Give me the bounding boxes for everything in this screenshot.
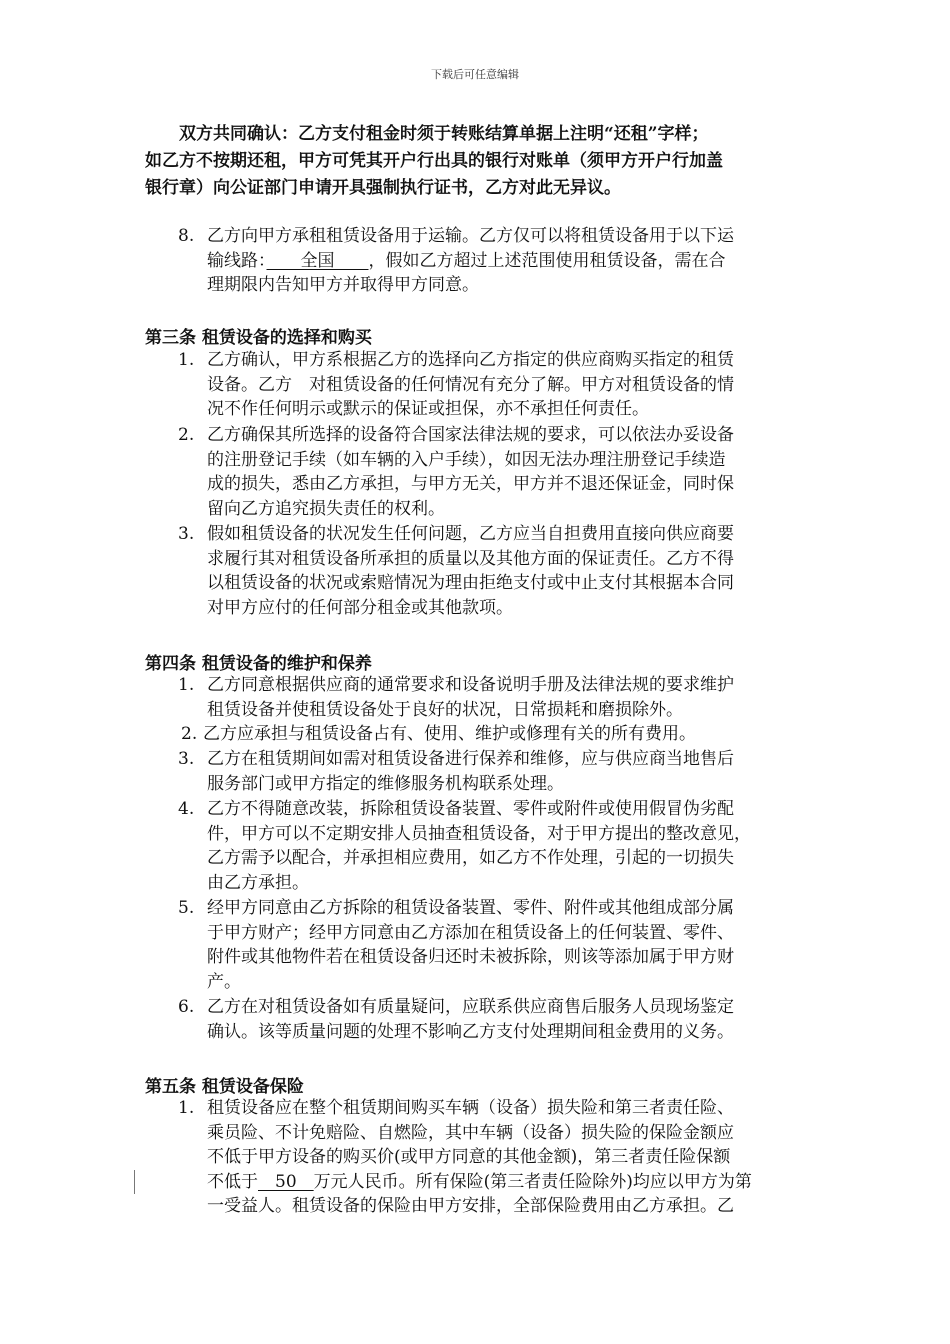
item-line: 于甲方财产；经甲方同意由乙方添加在租赁设备上的任何装置、零件、 — [207, 922, 734, 943]
item-line: 乙方在租赁期间如需对租赁设备进行保养和维修，应与供应商当地售后 — [207, 749, 734, 769]
amount-blank: 50 — [258, 1171, 314, 1192]
item-line: 乘员险、不计免赔险、自燃险，其中车辆（设备）损失险的保险金额应 — [207, 1122, 734, 1143]
item-line: 的注册登记手续（如车辆的入户手续），如因无法办理注册登记手续造 — [207, 449, 726, 470]
item-line: 附件或其他物件若在租赁设备归还时未被拆除，则该等添加属于甲方财 — [207, 947, 734, 967]
confirm-line: 双方共同确认：乙方支付租金时须于转账结算单据上注明“还租”字样； — [145, 124, 709, 144]
item-line: 求履行其对租赁设备所承担的质量以及其他方面的保证责任。乙方不得 — [207, 548, 734, 569]
section-5-title: 第五条 租赁设备保险 — [145, 1077, 304, 1097]
confirm-line: 银行章）向公证部门申请开具强制执行证书，乙方对此无异议。 — [145, 178, 621, 198]
item-line: 租赁设备应在整个租赁期间购买车辆（设备）损失险和第三者责任险、 — [207, 1098, 734, 1118]
item-line: 乙方确保其所选择的设备符合国家法律法规的要求，可以依法办妥设备 — [207, 425, 734, 445]
item-line: 乙方在对租赁设备如有质量疑问，应联系供应商售后服务人员现场鉴定 — [207, 997, 734, 1017]
item-line: 设备。乙方 对租赁设备的任何情况有充分了解。甲方对租赁设备的情 — [207, 374, 734, 395]
item-line: 乙方不得随意改装，拆除租赁设备装置、零件或附件或使用假冒伪劣配 — [207, 799, 734, 819]
item-line: 确认。该等质量问题的处理不影响乙方支付处理期间租金费用的义务。 — [207, 1021, 734, 1042]
item-line: 对甲方应付的任何部分租金或其他款项。 — [207, 597, 513, 618]
item-line: 以租赁设备的状况或索赔情况为理由拒绝支付或中止支付其根据本合同 — [207, 573, 734, 593]
item-line: 由乙方承担。 — [207, 872, 309, 893]
item-line: 乙方应承担与租赁设备占有、使用、维护或修理有关的所有费用。 — [203, 724, 696, 744]
item-number: 2. — [178, 425, 195, 445]
item-line: 乙方需予以配合，并承担相应费用，如乙方不作处理，引起的一切损失 — [207, 848, 734, 868]
item-line: 理期限内告知甲方并取得甲方同意。 — [207, 275, 479, 295]
item-line: 不低于甲方设备的购买价(或甲方同意的其他金额)，第三者责任险保额 — [207, 1147, 731, 1167]
item-number: 1. — [178, 675, 195, 695]
confirm-line: 如乙方不按期还租，甲方可凭其开户行出具的银行对账单（须甲方开户行加盖 — [145, 151, 723, 171]
change-bar — [134, 1170, 135, 1194]
item-number: 2. — [181, 724, 198, 744]
item-line: 经甲方同意由乙方拆除的租赁设备装置、零件、附件或其他组成部分属 — [207, 898, 734, 918]
item-number: 1. — [178, 350, 195, 370]
item-line: 成的损失，悉由乙方承担，与甲方无关，甲方并不退还保证金，同时保 — [207, 474, 734, 494]
section-3-title: 第三条 租赁设备的选择和购买 — [145, 328, 372, 348]
item-number: 5. — [178, 898, 195, 918]
item-line: 况不作任何明示或默示的保证或担保，亦不承担任何责任。 — [207, 399, 649, 419]
item-line: 输线路： 全国 ，假如乙方超过上述范围使用租赁设备，需在合 — [207, 250, 726, 271]
item-line: 乙方向甲方承租租赁设备用于运输。乙方仅可以将租赁设备用于以下运 — [207, 226, 734, 246]
item-number: 4. — [178, 799, 195, 819]
item-number: 3. — [178, 749, 195, 769]
item-number: 6. — [178, 997, 195, 1017]
item-line: 一受益人。租赁设备的保险由甲方安排，全部保险费用由乙方承担。乙 — [207, 1196, 734, 1216]
item-line: 租赁设备并使租赁设备处于良好的状况，日常损耗和磨损除外。 — [207, 699, 683, 720]
item-line: 件，甲方可以不定期安排人员抽查租赁设备，对于甲方提出的整改意见， — [207, 823, 751, 844]
section-4-title: 第四条 租赁设备的维护和保养 — [145, 654, 372, 674]
item-number: 3. — [178, 524, 195, 544]
confirm-paragraph — [145, 121, 815, 202]
route-blank: 全国 — [266, 250, 369, 271]
item-number: 1. — [178, 1098, 195, 1118]
page-header: 下载后可任意编辑 — [431, 68, 519, 81]
item-line: 留向乙方追究损失责任的权利。 — [207, 498, 445, 519]
item-number: 8. — [178, 226, 195, 246]
item-line: 乙方同意根据供应商的通常要求和设备说明手册及法律法规的要求维护 — [207, 675, 734, 695]
item-line: 产。 — [207, 971, 241, 992]
item-line: 不低于 50 万元人民币。所有保险(第三者责任险除外)均应以甲方为第 — [207, 1171, 752, 1192]
item-line: 服务部门或甲方指定的维修服务机构联系处理。 — [207, 773, 564, 794]
item-line: 乙方确认，甲方系根据乙方的选择向乙方指定的供应商购买指定的租赁 — [207, 350, 734, 370]
item-line: 假如租赁设备的状况发生任何问题，乙方应当自担费用直接向供应商要 — [207, 524, 734, 544]
